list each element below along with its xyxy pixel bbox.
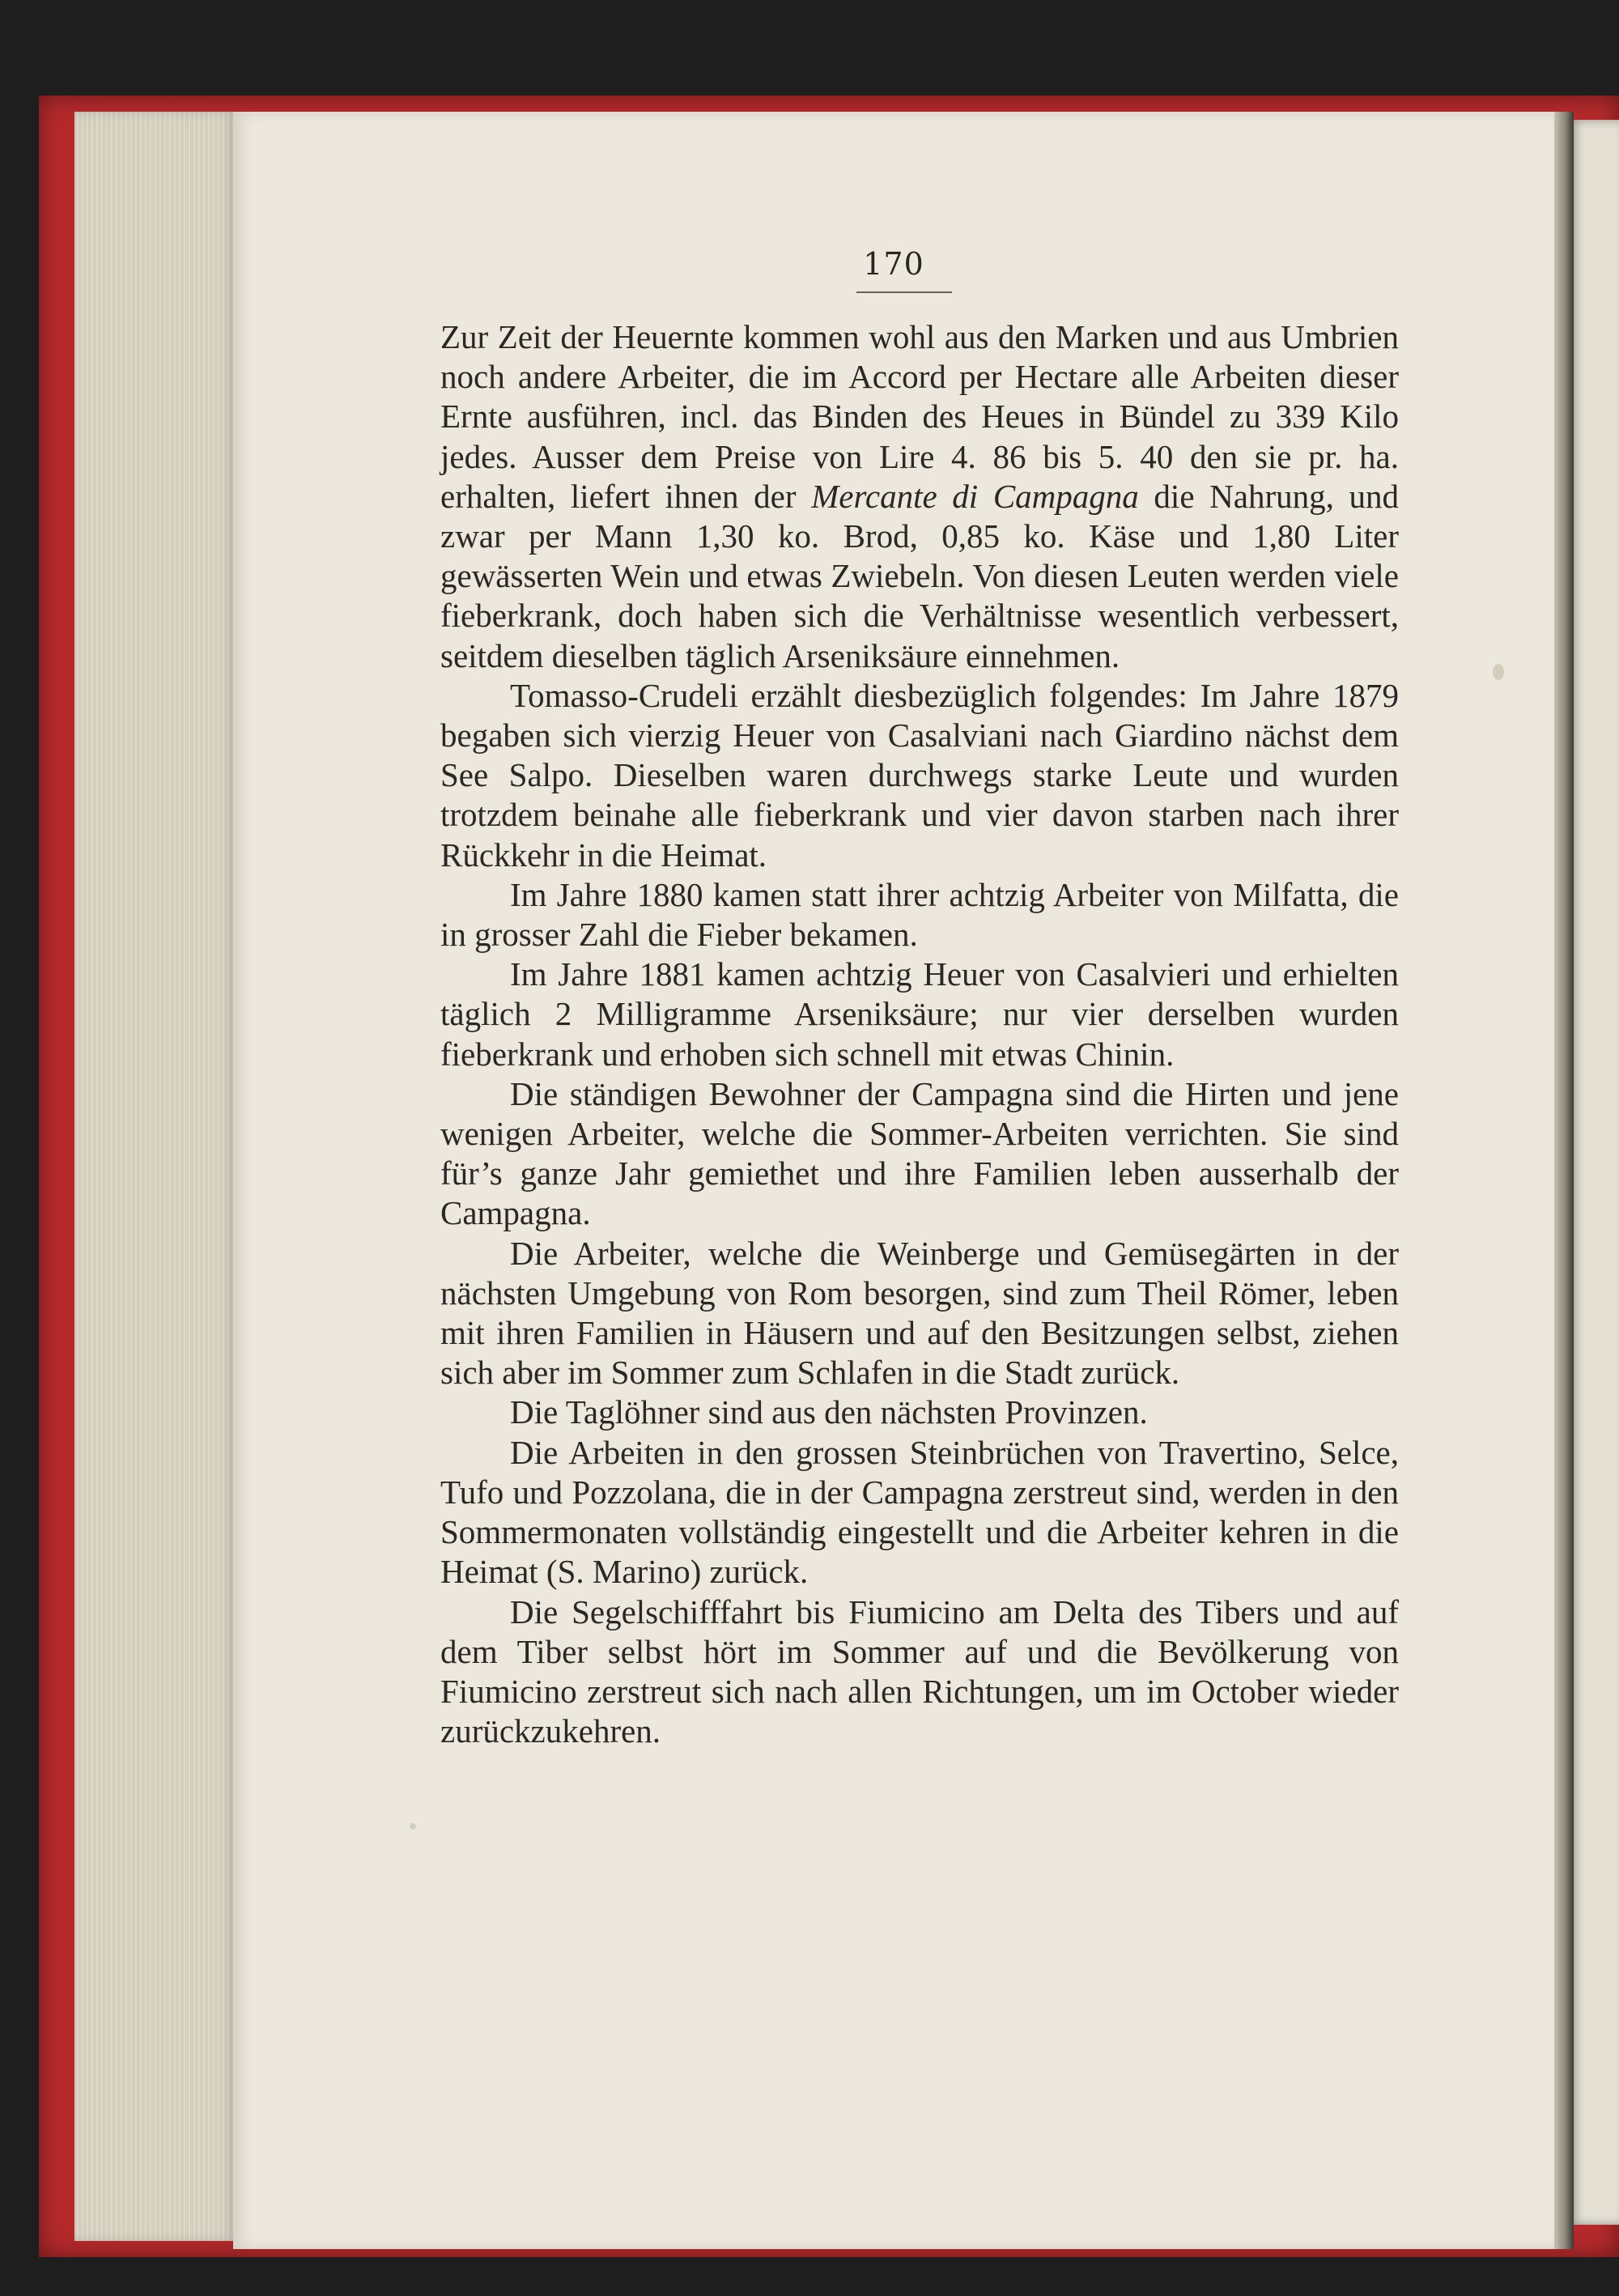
italic-phrase: Mercante di Campagna — [811, 477, 1139, 515]
paragraph-text: Im Jahre 1881 kamen achtzig Heuer von Casalvieri und erhielten täglich 2 Milligramme Arseniksäure; nur vier derselben wurden fieberkrank und erhoben sich schnell mit etwas Chinin. — [440, 955, 1399, 1073]
paragraph — [440, 955, 1399, 1074]
paragraph-text: Die Segelschifffahrt bis Fiumicino am Delta des Tibers und auf dem Tiber selbst hört im Sommer auf und die Bevölkerung von Fiumicino zerstreut sich nach allen Richtungen, um im October wieder zurückzukehren. — [440, 1592, 1399, 1750]
book-page — [233, 112, 1554, 2249]
paragraph-text: Zur Zeit der Heuernte kommen wohl aus den Marken und aus Umbrien noch andere Arbeiter, die im Accord per Hectare alle Arbeiten dieser Ernte ausführen, incl. das Binden des Heues in Bündel zu 339 Kilo jedes. Ausser dem Preise von Lire 4. 86 bis 5. 40 den sie pr. ha. erhalten, liefert ihnen der — [440, 318, 1399, 515]
page-number: 170 — [863, 246, 924, 282]
paragraph-text: Die Taglöhner sind aus den nächsten Provinzen. — [510, 1393, 1148, 1431]
paragraph-text: Die Arbeiter, welche die Weinberge und Gemüsegärten in der nächsten Umgebung von Rom besorgen, sind zum Theil Römer, leben mit ihren Familien in Häusern und auf den Besitzungen selbst, ziehen sich aber im Sommer zum Schlafen in die Stadt zurück. — [440, 1234, 1399, 1392]
paper-spot — [410, 1823, 416, 1830]
page-edges — [74, 112, 236, 2241]
paragraph — [440, 1433, 1399, 1592]
paragraph — [440, 1392, 1399, 1432]
paragraph — [440, 676, 1399, 875]
paragraph — [440, 1592, 1399, 1752]
page-number-underline — [856, 291, 952, 293]
paragraph-text: die Nahrung, und zwar per Mann 1,30 ko. Brod, 0,85 ko. Käse und 1,80 Liter gewässerten Wein und etwas Zwiebeln. Von diesen Leuten werden viele fieberkrank, doch haben sich die Verhältnisse wesentlich verbessert, seitdem dieselben täglich Arseniksäure einnehmen. — [440, 477, 1399, 674]
facing-page-edge — [1569, 120, 1619, 2225]
paragraph — [440, 1234, 1399, 1393]
paper-spot — [1493, 664, 1504, 680]
body-text — [440, 317, 1399, 1751]
paragraph-text: Tomasso-Crudeli erzählt diesbezüglich folgendes: Im Jahre 1879 begaben sich vierzig Heuer von Casalviani nach Giardino nächst dem See Salpo. Dieselben waren durchwegs starke Leute und wurden trotzdem beinahe alle fieberkrank und vier davon starben nach ihrer Rückkehr in die Heimat. — [440, 676, 1399, 874]
paragraph-text: Im Jahre 1880 kamen statt ihrer achtzig Arbeiter von Milfatta, die in grosser Zahl die Fieber bekamen. — [440, 875, 1399, 954]
paragraph-text: Die Arbeiten in den grossen Steinbrüchen von Travertino, Selce, Tufo und Pozzolana, die in der Campagna zerstreut sind, werden in den Sommermonaten vollständig eingestellt und die Arbeiter kehren in die Heimat (S. Marino) zurück. — [440, 1433, 1399, 1591]
paragraph-text: Die ständigen Bewohner der Campagna sind die Hirten und jene wenigen Arbeiter, welche die Sommer-Arbeiten verrichten. Sie sind für’s ganze Jahr gemiethet und ihre Familien leben ausserhalb der Campagna. — [440, 1074, 1399, 1232]
paragraph — [440, 1074, 1399, 1234]
book-gutter — [1553, 112, 1574, 2249]
paragraph — [440, 875, 1399, 955]
paragraph — [440, 317, 1399, 676]
